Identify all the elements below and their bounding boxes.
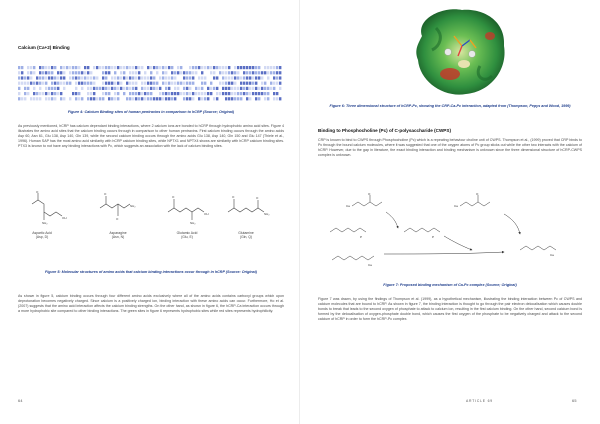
- molecule-abbr: (Asp, D): [35, 235, 49, 240]
- phosphocholine-heading: Binding to Phosphocholine (Pc) of C-polysaccharide (CWPS): [318, 128, 451, 133]
- svg-text:O: O: [172, 195, 175, 199]
- amino-acid-paragraph: As shown in figure 5, calcium binding occurs through four different amino acids exclusively where all of the amino acids contains carboxyl groups which upon deprotonation becomes negatively charged. Since calcium is a positively charged ion, binding interaction with these amino acids can occur. Furthermore, Ho et al. (2007) suggests that the amino acid interaction affects the calcium binding strengths. On the other hand, as shown in figure 6, the hCRP-Ca interaction occurs through a more hydrophobic site compared to other binding interactions. The green sites in figure 6 represents hydrophobic sites while red sites represents hydrophilicity.: [18, 294, 284, 313]
- molecule-name: Glutamic Acid: [176, 231, 198, 235]
- svg-text:NH₂: NH₂: [264, 212, 270, 216]
- running-footer: ARTICLE 69: [466, 399, 493, 403]
- molecule-name: Asparagine: [109, 231, 127, 235]
- phosphocholine-paragraph: CRP is known to bind to CWPS through Phosphocholine (Pc) which is a repeating behaviour choline unit of CWPS. Thompson et al., (1999) proved that CRP binds to Pc through the bound calcium molecules, where it was suggested that one of the oxygen atoms of Pc group sticks out while the other two interacts with the calcium of hCRP. However, due to the gap in literature, the exact binding interaction and binding mechanism is unknown since the three dimensional structure of hCRP-CWPS complex is unknown.: [318, 138, 582, 157]
- molecule-abbr: (Asn, N): [111, 235, 125, 240]
- svg-text:P: P: [432, 235, 435, 239]
- molecule-label-glutamine: [226, 231, 266, 240]
- svg-text:O: O: [232, 195, 235, 199]
- molecule-abbr: (Glu, E): [181, 235, 193, 240]
- svg-text:Ca: Ca: [454, 204, 458, 208]
- molecule-label-glutamic: [165, 231, 209, 240]
- figure7-caption: Figure 7: Proposed binding mechanism of Ca-Pc complex (Source; Original): [383, 283, 517, 287]
- molecule-name: Glutamine: [238, 231, 254, 235]
- figure4-caption: Figure 4: Calcium Binding sites of human pentraxins in comparison to hCRP (Source; Original): [67, 110, 235, 114]
- figure5-caption: Figure 5: Molecular structures of amino acids that calcium binding interactions occur through in hCRP (Source: Original): [45, 270, 257, 274]
- sequence-alignment-figure: [16, 64, 282, 102]
- molecule-name: Aspartic Acid: [32, 231, 52, 235]
- mechanism-paragraph: Figure 7 was drawn, by using the findings of Thompson et al. (1999), as a hypothetical mechanism, illustrating the binding interaction between Pc of CWPS and calcium molecules that are bound to hCRP. As shown in figure 7, the binding interaction is thought to go through the pair electron delocalisation which causes double bonds to break that leads to the second oxygen of phosphate to attack to calcium ion, resulting in the first calcium binding. On the other hand, second calcium bond is formed by the delocalisation of oxygen-phosphate double bond, which causes the first oxygen of the phosphate to be negatively charged and attack to the second calcium of hCRP in order to form the hCRP-Pc complex.: [318, 297, 582, 321]
- molecule-abbr: (Gln, Q): [239, 235, 253, 240]
- page-number-left: 64: [18, 399, 23, 403]
- calcium-binding-heading: Calcium (Ca+2) Binding: [18, 45, 70, 50]
- binding-mechanism-diagram: [324, 192, 578, 278]
- svg-text:P: P: [360, 235, 363, 239]
- molecule-label-aspartic: [22, 231, 62, 240]
- svg-text:OH: OH: [62, 216, 67, 220]
- svg-text:O: O: [256, 196, 259, 200]
- svg-text:O: O: [476, 192, 479, 196]
- svg-text:NH₂: NH₂: [42, 221, 48, 225]
- svg-text:O: O: [104, 192, 107, 196]
- molecule-label-asparagine: [98, 231, 138, 240]
- svg-text:OH: OH: [204, 212, 209, 216]
- figure6-caption: Figure 6: Three dimensional structure of hCRP-Pc, showing the CRP-Ca-Pc interaction, adapted from (Thompson, Pepys and Wood, 1999): [329, 104, 571, 108]
- calcium-paragraph: As previously mentioned, hCRP has calcium dependant binding interactions, where 2 calcium ions are bonded to hCRP through hydrophobic amino acid sites. Figure 4 illustrates the amino acid sites that the calcium binding occurs through in comparison to other human pentraxins. First calcium binding occurs through the amino acids Asp 60, Asn 61, Glu 138, Asp 140, Gln 139, while the second calcium binding occurs through the amino acids Glu 138, Asp 140, Gln 150 and Glu 147 (Thiele et al., 1996). Human SAP has the most amino acid similarity with hCRP calcium binding sites, while NPTX1 and NPTX4 shows are similarity with hCRP calcium binding sites. PTX3 is known to not have any binding interactions with Pc, which suggests an association with the lack of calcium binding sites.: [18, 124, 284, 148]
- sequence-alignment-image: [16, 64, 282, 102]
- svg-text:Ca: Ca: [368, 263, 372, 267]
- svg-text:NH₂: NH₂: [130, 204, 136, 208]
- svg-text:O: O: [116, 217, 119, 221]
- protein-structure-image: [410, 6, 510, 98]
- svg-text:Ca: Ca: [550, 253, 554, 257]
- svg-text:NH₂: NH₂: [190, 221, 196, 225]
- page-number-right: 65: [572, 399, 577, 403]
- svg-text:Ca: Ca: [346, 204, 350, 208]
- svg-text:O: O: [36, 190, 39, 194]
- right-page: [300, 0, 600, 424]
- svg-text:O: O: [368, 192, 371, 196]
